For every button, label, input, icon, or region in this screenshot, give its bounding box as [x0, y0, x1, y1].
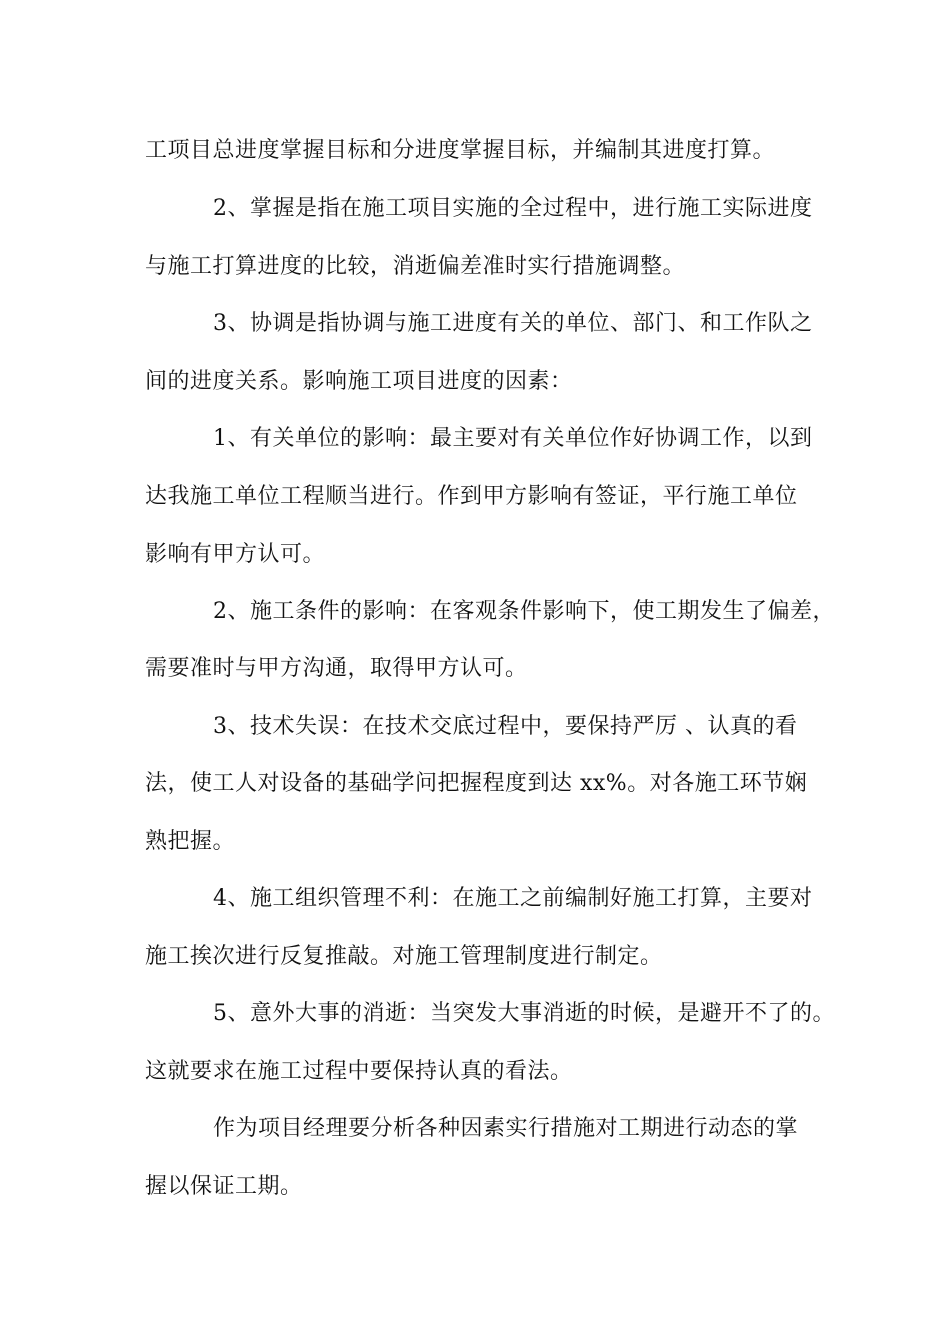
text-line: 与施工打算进度的比较，消逝偏差准时实行措施调整。: [145, 254, 686, 279]
text-line: 间的进度关系。影响施工项目进度的因素：: [145, 369, 573, 394]
text-line: 3、协调是指协调与施工进度有关的单位、部门、和工作队之: [213, 311, 813, 336]
text-line: 5、意外大事的消逝：当突发大事消逝的时候，是避开不了的。: [213, 1001, 835, 1026]
text-line: 4、施工组织管理不利：在施工之前编制好施工打算，主要对: [213, 886, 813, 911]
text-line: 2、掌握是指在施工项目实施的全过程中，进行施工实际进度: [213, 196, 813, 221]
text-line: 工项目总进度掌握目标和分进度掌握目标，并编制其进度打算。: [145, 138, 776, 163]
text-line: 施工挨次进行反复推敲。对施工管理制度进行制定。: [145, 944, 663, 969]
text-line: 作为项目经理要分析各种因素实行措施对工期进行动态的掌: [213, 1116, 799, 1141]
text-line: 这就要求在施工过程中要保持认真的看法。: [145, 1059, 573, 1084]
text-line: 达我施工单位工程顺当进行。作到甲方影响有签证，平行施工单位: [145, 484, 798, 509]
text-line: 熟把握。: [145, 829, 236, 854]
text-line: 3、技术失误：在技术交底过程中，要保持严厉 、认真的看: [213, 714, 798, 739]
text-line: 法，使工人对设备的基础学问把握程度到达 xx%。对各施工环节娴: [145, 771, 808, 796]
text-line: 需要准时与甲方沟通，取得甲方认可。: [145, 656, 528, 681]
text-line: 影响有甲方认可。: [145, 542, 326, 567]
text-line: 2、施工条件的影响：在客观条件影响下，使工期发生了偏差，: [213, 599, 835, 624]
text-line: 握以保证工期。: [145, 1174, 303, 1199]
text-line: 1、有关单位的影响：最主要对有关单位作好协调工作，以到: [213, 426, 813, 451]
